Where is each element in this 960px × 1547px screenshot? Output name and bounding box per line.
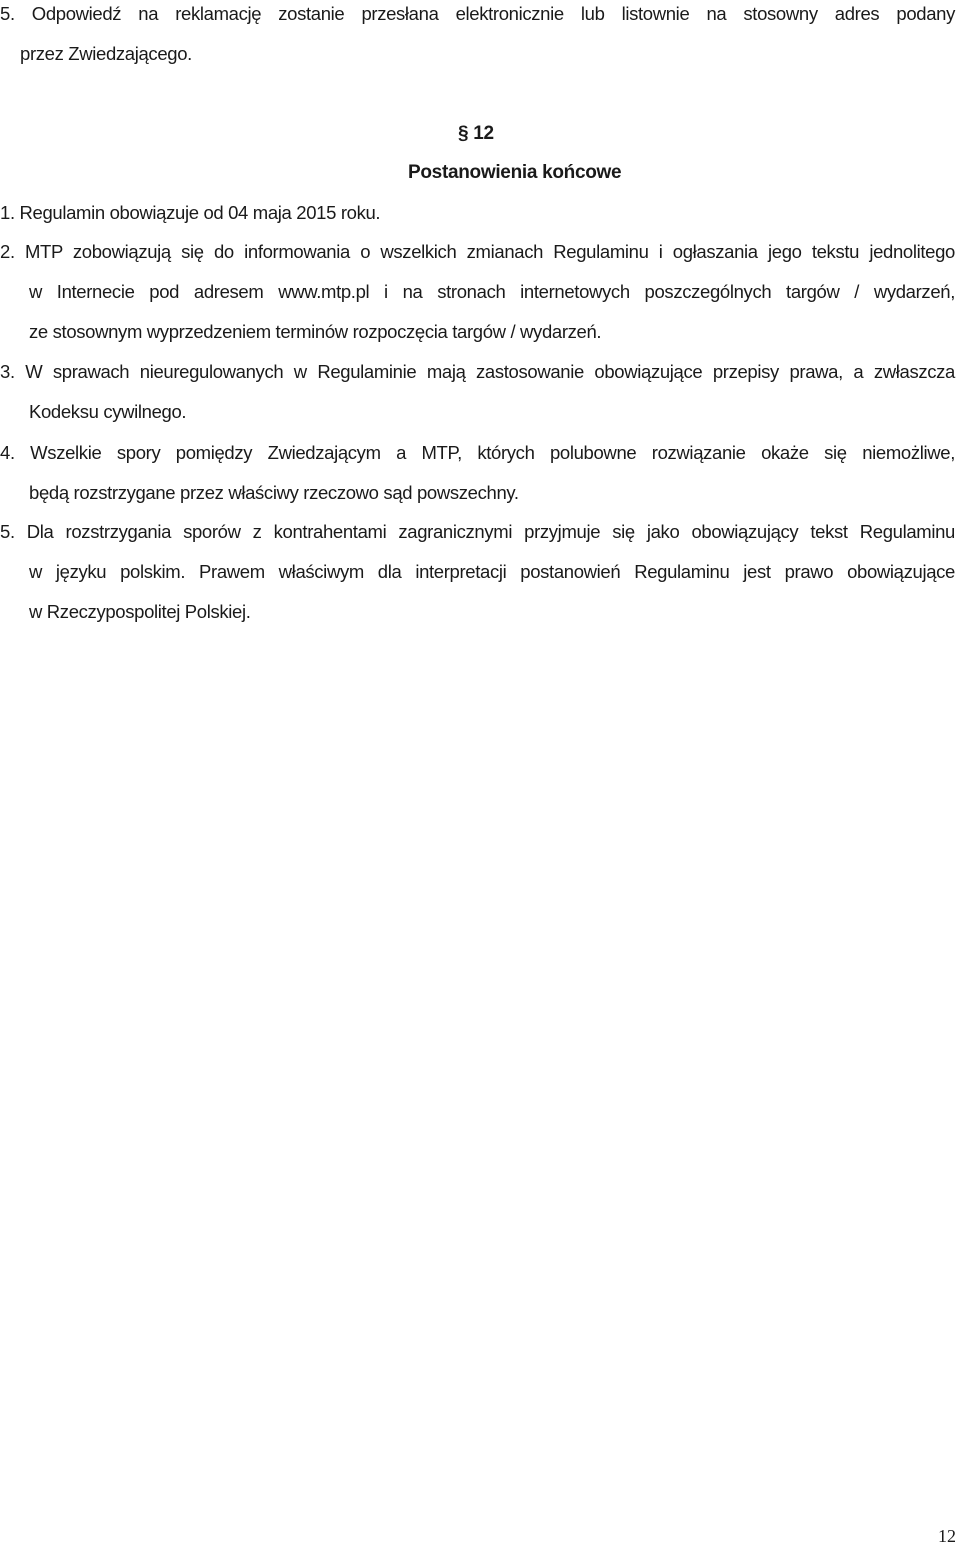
section-symbol: § 12 [458, 123, 494, 144]
mtp-website-link[interactable]: www.mtp.pl [278, 281, 370, 302]
section-title: Postanowienia końcowe [408, 162, 622, 183]
item-2-line-3: ze stosownym wyprzedzeniem terminów rozpoczęcia targów / wydarzeń. [29, 321, 602, 342]
item-3-line-1: 3. W sprawach nieuregulowanych w Regulaminie mają zastosowanie obowiązujące przepisy prawa, a zwłaszcza [0, 361, 955, 382]
item-5-line-2: w języku polskim. Prawem właściwym dla interpretacji postanowień Regulaminu jest prawo obowiązujące [29, 561, 955, 582]
item-4-line-2: będą rozstrzygane przez właściwy rzeczowo sąd powszechny. [29, 482, 519, 503]
item-5-line-3: w Rzeczypospolitej Polskiej. [29, 601, 251, 622]
item-5-line-1: 5. Dla rozstrzygania sporów z kontrahentami zagranicznymi przyjmuje się jako obowiązujący tekst Regulaminu [0, 521, 955, 542]
page-number: 12 [938, 1526, 956, 1546]
item-2-line-1: 2. MTP zobowiązują się do informowania o wszelkich zmianach Regulaminu i ogłaszania jego tekstu jednolitego [0, 241, 955, 262]
item-4-line-1: 4. Wszelkie spory pomiędzy Zwiedzającym a MTP, których polubowne rozwiązanie okaże się niemożliwe, [0, 442, 955, 463]
item-2-line-2-end: i na stronach internetowych poszczególnych targów / wydarzeń, [369, 281, 955, 302]
paragraph-item-5-previous-line-1: 5. Odpowiedź na reklamację zostanie przesłana elektronicznie lub listownie na stosowny adres podany [0, 3, 955, 24]
item-2-line-2 [29, 280, 955, 304]
item-2-line-2-start: w Internecie pod adresem [29, 281, 279, 302]
item-1: 1. Regulamin obowiązuje od 04 maja 2015 roku. [0, 202, 381, 223]
paragraph-item-5-previous-line-2: przez Zwiedzającego. [20, 43, 192, 64]
item-3-line-2: Kodeksu cywilnego. [29, 401, 187, 422]
